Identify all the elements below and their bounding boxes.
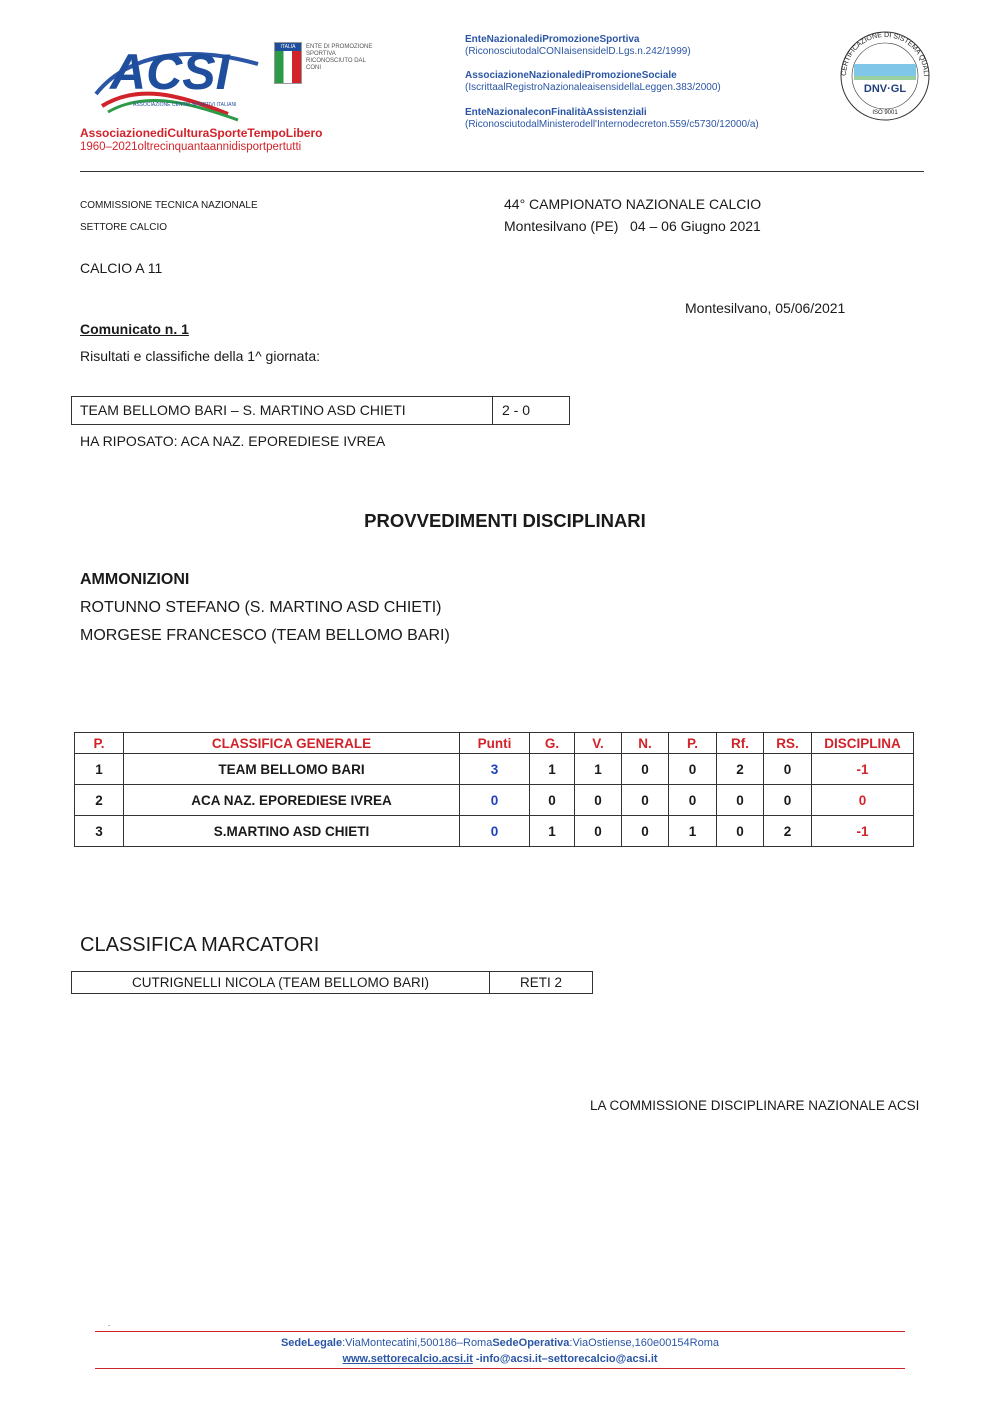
col-lost: P.	[669, 733, 717, 754]
caution-item: ROTUNNO STEFANO (S. MARTINO ASD CHIETI)	[80, 599, 442, 616]
cell-position: 3	[75, 816, 124, 847]
scorers-title: CLASSIFICA MARCATORI	[80, 934, 320, 956]
standings-table	[74, 732, 914, 847]
col-position: P.	[75, 733, 124, 754]
scorer-name: CUTRIGNELLI NICOLA (TEAM BELLOMO BARI)	[72, 972, 490, 993]
cell-discipline: 0	[812, 785, 914, 816]
cell-goals-for: 0	[717, 785, 764, 816]
sede-operativa-address: :ViaOstiense,160e00154Roma	[569, 1337, 720, 1349]
svg-text:ISO 9001: ISO 9001	[872, 110, 898, 116]
cell-team: TEAM BELLOMO BARI	[124, 754, 460, 785]
cell-played: 1	[530, 816, 575, 847]
cell-goals-against: 0	[764, 754, 812, 785]
ente-block-1	[465, 34, 691, 58]
comunicato-number: Comunicato n. 1	[80, 321, 189, 337]
coni-text: ENTE DI PROMOZIONE SPORTIVA RICONOSCIUTO DAL CONI	[306, 44, 373, 71]
cell-discipline: -1	[812, 816, 914, 847]
svg-text:CERTIFICAZIONE DI SISTEMA QUAL: CERTIFICAZIONE DI SISTEMA QUALI	[840, 31, 930, 77]
cell-discipline: -1	[812, 754, 914, 785]
cell-position: 2	[75, 785, 124, 816]
website-link[interactable]: www.settorecalcio.acsi.it	[342, 1353, 473, 1365]
cell-drawn: 0	[622, 785, 669, 816]
ente-2-sub: (IscrittaalRegistroNazionaleaisensidellaLeggen.383/2000)	[465, 82, 721, 93]
cell-won: 0	[575, 816, 622, 847]
col-goals-for: Rf.	[717, 733, 764, 754]
italia-flag-icon: ITALIA	[274, 42, 302, 84]
coni-badge	[274, 42, 374, 86]
cell-drawn: 0	[622, 816, 669, 847]
match-result-box	[71, 396, 570, 425]
col-won: V.	[575, 733, 622, 754]
ente-1-title: EnteNazionalediPromozioneSportiva	[465, 34, 640, 45]
cell-played: 1	[530, 754, 575, 785]
ente-block-3	[465, 107, 759, 131]
cell-points: 0	[460, 816, 530, 847]
scorer-row	[71, 971, 593, 994]
table-row	[75, 785, 914, 816]
standings-header-row	[75, 733, 914, 754]
col-points: Punti	[460, 733, 530, 754]
match-name: TEAM BELLOMO BARI – S. MARTINO ASD CHIETI	[72, 397, 493, 424]
signature: LA COMMISSIONE DISCIPLINARE NAZIONALE ACSI	[590, 1098, 920, 1113]
col-played: G.	[530, 733, 575, 754]
acsi-logo	[88, 34, 268, 124]
sede-legale-address: :ViaMontecatini,500186–Roma	[342, 1337, 493, 1349]
dnv-certification-seal	[836, 30, 934, 122]
sede-operativa-label: SedeOperativa	[492, 1337, 570, 1349]
cell-won: 1	[575, 754, 622, 785]
cell-team: ACA NAZ. EPOREDIESE IVREA	[124, 785, 460, 816]
email-contacts[interactable]: -info@acsi.it–settorecalcio@acsi.it	[472, 1353, 658, 1365]
cell-lost: 0	[669, 785, 717, 816]
col-team: CLASSIFICA GENERALE	[124, 733, 460, 754]
sector-label: SETTORE CALCIO	[80, 222, 168, 233]
sede-legale-label: SedeLegale	[280, 1337, 343, 1349]
caution-item: MORGESE FRANCESCO (TEAM BELLOMO BARI)	[80, 627, 450, 644]
footer-dot: .	[108, 1319, 111, 1328]
ente-1-sub: (RiconosciutodalCONIaisensidelD.Lgs.n.242/1999)	[465, 46, 691, 57]
cell-played: 0	[530, 785, 575, 816]
ente-3-sub: (RiconosciutodalMinisterodell'Internodecreton.559/c5730/12000/a)	[465, 119, 759, 130]
cell-goals-for: 0	[717, 816, 764, 847]
cell-position: 1	[75, 754, 124, 785]
footer-addresses	[0, 1337, 1000, 1349]
scorer-goals: RETI 2	[519, 975, 562, 990]
svg-text:DNV·GL: DNV·GL	[863, 83, 907, 95]
footer-divider-bottom	[95, 1368, 905, 1369]
association-tagline: 1960–2021oltrecinquantaannidisportpertutti	[80, 141, 302, 153]
cell-team: S.MARTINO ASD CHIETI	[124, 816, 460, 847]
col-discipline: DISCIPLINA	[812, 733, 914, 754]
disciplinary-title: PROVVEDIMENTI DISCIPLINARI	[364, 510, 646, 531]
header-divider	[80, 171, 924, 172]
category-label: CALCIO A 11	[80, 260, 163, 276]
association-name: AssociazionediCulturaSporteTempoLibero	[80, 126, 323, 140]
venue-dates: Montesilvano (PE) 04 – 06 Giugno 2021	[504, 218, 761, 234]
table-row	[75, 816, 914, 847]
ammonizioni-heading: AMMONIZIONI	[80, 571, 190, 588]
rest-team: HA RIPOSATO: ACA NAZ. EPOREDIESE IVREA	[80, 433, 386, 449]
svg-text:ACSI: ACSI	[110, 44, 230, 100]
cell-goals-against: 0	[764, 785, 812, 816]
col-goals-against: RS.	[764, 733, 812, 754]
commission-label: COMMISSIONE TECNICA NAZIONALE	[80, 200, 258, 211]
cell-points: 3	[460, 754, 530, 785]
cell-goals-for: 2	[717, 754, 764, 785]
cell-lost: 0	[669, 754, 717, 785]
cell-points: 0	[460, 785, 530, 816]
place-date: Montesilvano, 05/06/2021	[685, 300, 846, 316]
cell-drawn: 0	[622, 754, 669, 785]
match-score: 2 - 0	[502, 402, 531, 418]
ente-3-title: EnteNazionaleconFinalitàAssistenziali	[465, 107, 647, 118]
ente-2-title: AssociazioneNazionalediPromozioneSociale	[465, 70, 677, 81]
cell-lost: 1	[669, 816, 717, 847]
intro-text: Risultati e classifiche della 1^ giornata:	[80, 348, 321, 364]
col-drawn: N.	[622, 733, 669, 754]
table-row	[75, 754, 914, 785]
footer-contacts	[0, 1353, 1000, 1365]
cell-won: 0	[575, 785, 622, 816]
cell-goals-against: 2	[764, 816, 812, 847]
championship-title: 44° CAMPIONATO NAZIONALE CALCIO	[504, 196, 762, 212]
footer-divider-top	[95, 1331, 905, 1332]
ente-block-2	[465, 70, 721, 94]
svg-text:ASSOCIAZIONE CENTRI SPORTIVI I: ASSOCIAZIONE CENTRI SPORTIVI ITALIANI	[133, 102, 237, 108]
